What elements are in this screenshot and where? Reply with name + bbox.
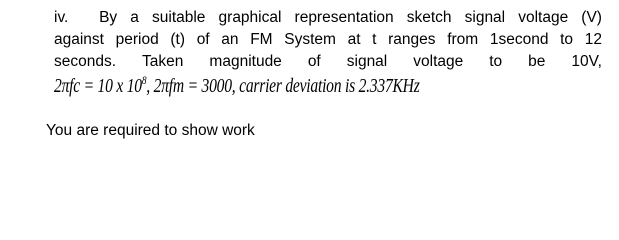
word: (V) [581,9,602,26]
word: signal [464,9,506,26]
word: voltage [413,53,464,70]
word: voltage [518,9,569,26]
word: sketch [406,9,452,26]
word: from [447,31,479,48]
question-number: iv. [54,9,69,26]
word: a [130,9,139,26]
word: against [54,31,104,48]
word: to [560,31,574,48]
word: graphical [218,9,282,26]
word: signal [346,53,388,70]
word: be [528,53,546,70]
word: of [307,53,321,70]
question-block [54,7,602,99]
instruction-text: You are required to show work [46,122,255,139]
word: at [347,31,361,48]
formula-part-2: , 2πfm = 3000, carrier deviation is 2.337KHz [146,75,420,97]
word: seconds. [54,53,117,70]
formula-exponent: 8 [141,73,147,87]
word: By [99,9,118,26]
question-line-1 [54,7,602,29]
word: representation [294,9,394,26]
word: suitable [152,9,206,26]
word: 1second [489,31,549,48]
formula-part-1: 2πfc = 10 x 10 [54,75,142,97]
word: Taken [142,53,184,70]
word: t [372,31,377,48]
word: to [489,53,503,70]
word: FM [250,31,273,48]
word: System [284,31,336,48]
question-line-2 [54,29,602,51]
word: period [115,31,159,48]
word: an [221,31,239,48]
formula [54,73,481,99]
word: ranges [388,31,436,48]
word: (t) [170,31,186,48]
question-line-3 [54,51,602,73]
word: 10V, [571,53,602,70]
word: 12 [584,31,602,48]
word: of [196,31,210,48]
word: magnitude [209,53,282,70]
